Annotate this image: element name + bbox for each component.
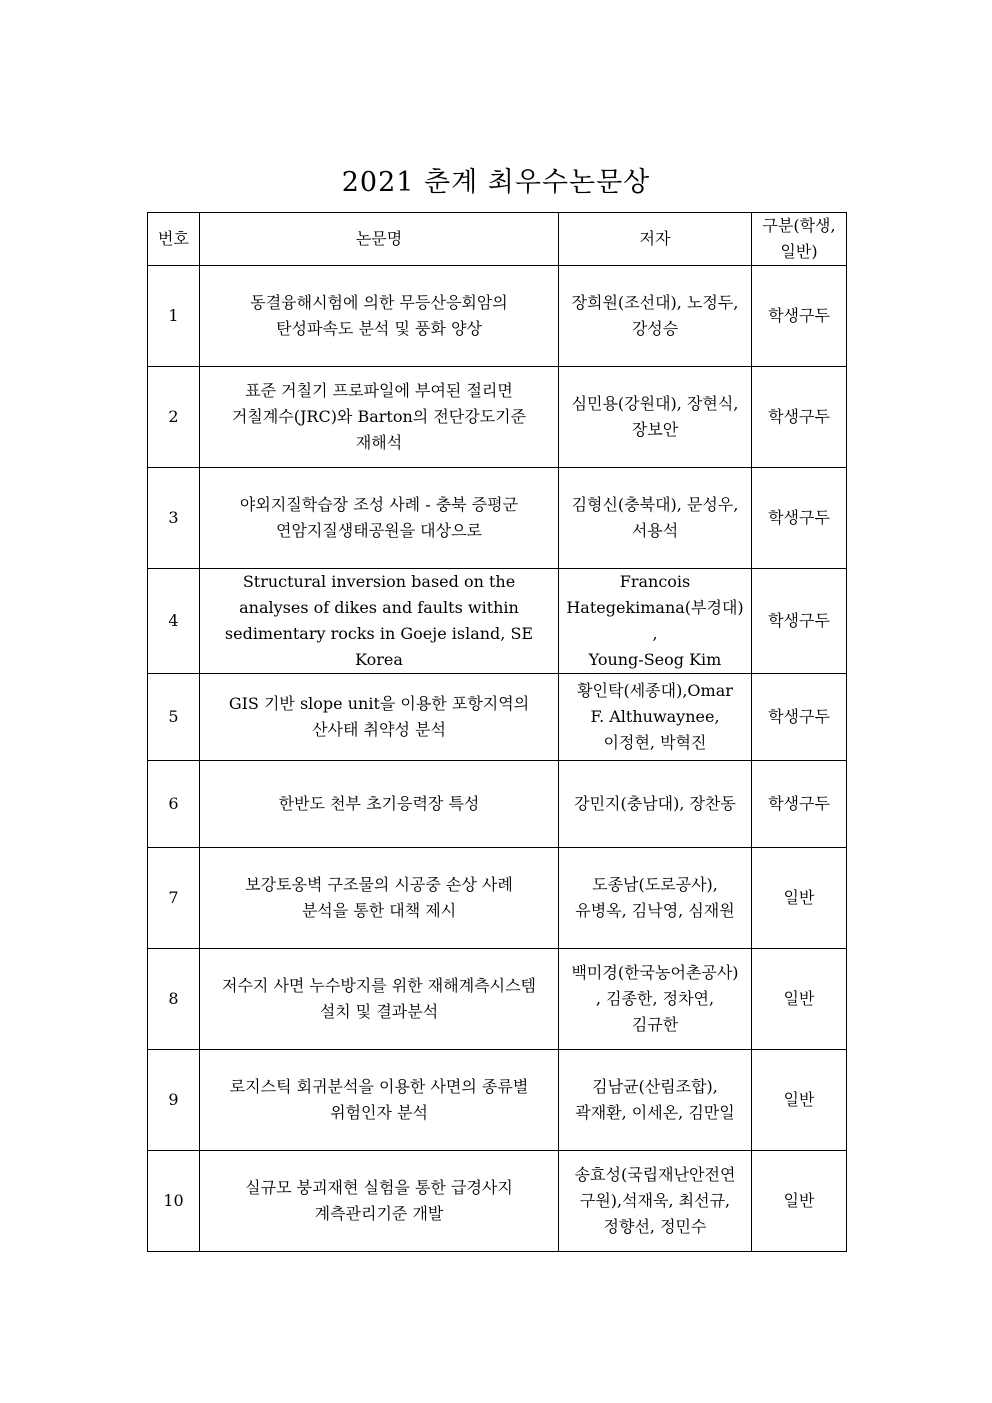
paper-title: 야외지질학습장 조성 사례 - 충북 증평군 연암지질생태공원을 대상으로	[200, 468, 559, 569]
table-row	[148, 569, 847, 674]
paper-authors: 송효성(국립재난안전연 구원),석재욱, 최선규, 정향선, 정민수	[559, 1151, 752, 1252]
paper-title: Structural inversion based on the analyses of dikes and faults within sedimentary rocks in Goeje island, SE Korea	[200, 569, 559, 674]
paper-category: 학생구두	[752, 266, 847, 367]
table-row	[148, 674, 847, 761]
paper-category: 일반	[752, 848, 847, 949]
paper-authors: Francois Hategekimana(부경대) , Young-Seog Kim	[559, 569, 752, 674]
row-number: 4	[148, 569, 200, 674]
paper-authors: 황인탁(세종대),Omar F. Althuwaynee, 이정현, 박혁진	[559, 674, 752, 761]
row-number: 10	[148, 1151, 200, 1252]
page-title: 2021 춘계 최우수논문상	[341, 167, 651, 198]
paper-category: 학생구두	[752, 468, 847, 569]
row-number: 1	[148, 266, 200, 367]
paper-authors: 심민용(강원대), 장현식, 장보안	[559, 367, 752, 468]
paper-authors: 백미경(한국농어촌공사) , 김종한, 정차연, 김규한	[559, 949, 752, 1050]
table-row	[148, 949, 847, 1050]
row-number: 3	[148, 468, 200, 569]
table-row	[148, 1151, 847, 1252]
row-number: 5	[148, 674, 200, 761]
paper-title: 로지스틱 회귀분석을 이용한 사면의 종류별 위험인자 분석	[200, 1050, 559, 1151]
paper-title: 저수지 사면 누수방지를 위한 재해계측시스템 설치 및 결과분석	[200, 949, 559, 1050]
paper-title: GIS 기반 slope unit을 이용한 포항지역의 산사태 취약성 분석	[200, 674, 559, 761]
paper-category: 학생구두	[752, 674, 847, 761]
row-number: 7	[148, 848, 200, 949]
paper-title: 표준 거칠기 프로파일에 부여된 절리면 거칠계수(JRC)와 Barton의 전단강도기준 재해석	[200, 367, 559, 468]
header-number: 번호	[148, 213, 200, 266]
paper-title: 한반도 천부 초기응력장 특성	[200, 761, 559, 848]
paper-authors: 도종남(도로공사), 유병옥, 김낙영, 심재원	[559, 848, 752, 949]
awards-table	[147, 212, 847, 1252]
row-number: 9	[148, 1050, 200, 1151]
table-row	[148, 1050, 847, 1151]
paper-title: 보강토옹벽 구조물의 시공중 손상 사례 분석을 통한 대책 제시	[200, 848, 559, 949]
paper-title: 동결융해시험에 의한 무등산응회암의 탄성파속도 분석 및 풍화 양상	[200, 266, 559, 367]
header-author: 저자	[559, 213, 752, 266]
table-row	[148, 266, 847, 367]
paper-category: 학생구두	[752, 569, 847, 674]
row-number: 8	[148, 949, 200, 1050]
paper-category: 일반	[752, 1050, 847, 1151]
paper-authors: 김남균(산림조합), 곽재환, 이세온, 김만일	[559, 1050, 752, 1151]
paper-authors: 김형신(충북대), 문성우, 서용석	[559, 468, 752, 569]
table-row	[148, 761, 847, 848]
paper-category: 일반	[752, 949, 847, 1050]
paper-category: 학생구두	[752, 761, 847, 848]
table-header-row	[148, 213, 847, 266]
paper-authors: 장희원(조선대), 노정두, 강성승	[559, 266, 752, 367]
table-row	[148, 367, 847, 468]
row-number: 6	[148, 761, 200, 848]
header-category: 구분(학생, 일반)	[752, 213, 847, 266]
header-paper-title: 논문명	[200, 213, 559, 266]
paper-authors: 강민지(충남대), 장찬동	[559, 761, 752, 848]
paper-category: 일반	[752, 1151, 847, 1252]
table-row	[148, 848, 847, 949]
paper-title: 실규모 붕괴재현 실험을 통한 급경사지 계측관리기준 개발	[200, 1151, 559, 1252]
table-row	[148, 468, 847, 569]
row-number: 2	[148, 367, 200, 468]
paper-category: 학생구두	[752, 367, 847, 468]
